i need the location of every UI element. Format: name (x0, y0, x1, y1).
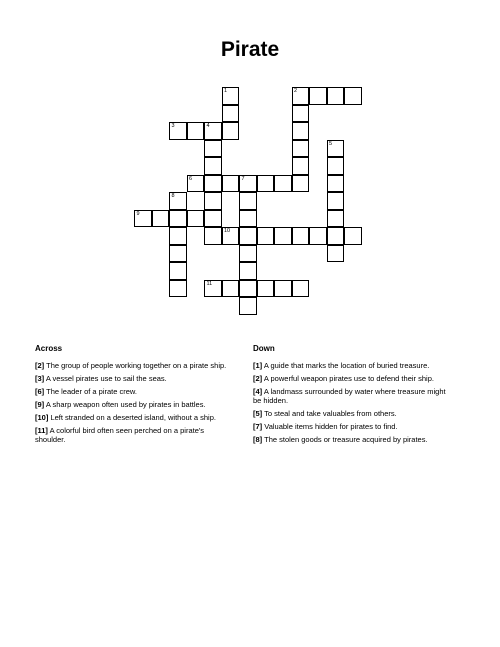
down-clue (253, 435, 453, 444)
grid-cell[interactable] (204, 140, 222, 158)
down-clue (253, 361, 453, 370)
cell-number: 11 (206, 280, 213, 287)
across-heading: Across (35, 344, 63, 353)
grid-cell[interactable] (239, 210, 257, 228)
grid-cell[interactable] (309, 227, 327, 245)
clue-number: [5] (253, 409, 263, 418)
grid-cell[interactable] (169, 245, 187, 263)
cell-number: 9 (136, 210, 140, 217)
grid-cell[interactable] (327, 87, 345, 105)
grid-cell[interactable] (239, 297, 257, 315)
cell-number: 6 (189, 175, 193, 182)
clue-text: A vessel pirates use to sail the seas. (45, 374, 167, 383)
grid-cell[interactable] (344, 87, 362, 105)
grid-cell[interactable] (344, 227, 362, 245)
grid-cell[interactable] (187, 122, 205, 140)
clue-text: The group of people working together on a pirate ship. (46, 361, 227, 370)
cell-number: 10 (224, 228, 231, 234)
clue-number: [8] (253, 435, 263, 444)
clue-text: To steal and take valuables from others. (264, 409, 397, 418)
grid-cell[interactable] (327, 140, 345, 158)
cell-number: 5 (329, 140, 333, 147)
grid-cell[interactable] (187, 210, 205, 228)
across-clue (35, 374, 235, 383)
grid-cell[interactable] (239, 262, 257, 280)
grid-cell[interactable] (257, 280, 275, 298)
grid-cell[interactable] (222, 122, 240, 140)
clue-number: [2] (253, 374, 263, 383)
clue-text: Left stranded on a deserted island, without a ship. (50, 413, 216, 422)
grid-cell[interactable] (327, 210, 345, 228)
grid-cell[interactable] (274, 227, 292, 245)
grid-cell[interactable] (152, 210, 170, 228)
grid-cell[interactable] (292, 280, 310, 298)
grid-cell[interactable] (169, 227, 187, 245)
clue-text: The stolen goods or treasure acquired by pirates. (264, 435, 428, 444)
grid-cell[interactable] (187, 175, 205, 193)
grid-cell[interactable] (292, 140, 310, 158)
cell-number: 3 (171, 123, 175, 129)
grid-cell[interactable] (292, 122, 310, 140)
clue-text: A sharp weapon often used by pirates in battles. (45, 400, 206, 409)
down-clue (253, 387, 453, 405)
puzzle-title: Pirate (220, 38, 280, 61)
grid-cell[interactable] (257, 175, 275, 193)
clue-text: A colorful bird often seen perched on a pirate's shoulder. (35, 426, 205, 444)
grid-cell[interactable] (222, 87, 240, 105)
cell-number: 4 (206, 123, 210, 129)
grid-cell[interactable] (169, 122, 187, 140)
grid-cell[interactable] (204, 280, 222, 298)
grid-cell[interactable] (169, 192, 187, 210)
grid-cell[interactable] (169, 262, 187, 280)
clue-number: [3] (35, 374, 45, 383)
grid-cell[interactable] (222, 280, 240, 298)
across-clue (35, 400, 235, 409)
clue-text: A powerful weapon pirates use to defend their ship. (263, 374, 434, 383)
clue-number: [2] (35, 361, 45, 370)
grid-cell[interactable] (292, 157, 310, 175)
grid-cell[interactable] (309, 87, 327, 105)
grid-cell[interactable] (204, 175, 222, 193)
clue-number: [6] (35, 387, 45, 396)
grid-cell[interactable] (204, 192, 222, 210)
grid-cell[interactable] (204, 122, 222, 140)
down-clues (253, 344, 453, 448)
down-clue (253, 422, 453, 431)
grid-cell[interactable] (169, 210, 187, 228)
grid-cell[interactable] (239, 245, 257, 263)
clue-number: [10] (35, 413, 49, 422)
down-clue (253, 374, 453, 383)
grid-cell[interactable] (222, 227, 240, 245)
grid-cell[interactable] (239, 280, 257, 298)
grid-cell[interactable] (239, 175, 257, 193)
across-clues (35, 344, 235, 448)
grid-cell[interactable] (327, 175, 345, 193)
clue-text: A landmass surrounded by water where treasure might be hidden. (253, 387, 446, 405)
grid-cell[interactable] (292, 105, 310, 123)
grid-cell[interactable] (222, 105, 240, 123)
grid-cell[interactable] (204, 227, 222, 245)
cell-number: 7 (241, 175, 245, 182)
clue-text: Valuable items hidden for pirates to find. (264, 422, 398, 431)
down-heading: Down (253, 344, 275, 353)
across-clue (35, 361, 235, 370)
grid-cell[interactable] (274, 175, 292, 193)
clue-number: [9] (35, 400, 45, 409)
cell-number: 8 (171, 193, 175, 199)
grid-cell[interactable] (239, 227, 257, 245)
cell-number: 1 (224, 88, 228, 94)
grid-cell[interactable] (274, 280, 292, 298)
grid-cell[interactable] (204, 157, 222, 175)
grid-cell[interactable] (292, 87, 310, 105)
clue-text: The leader of a pirate crew. (46, 387, 138, 396)
clue-number: [1] (253, 361, 263, 370)
grid-cell[interactable] (169, 280, 187, 298)
clue-text: A guide that marks the location of buried treasure. (263, 361, 430, 370)
grid-cell[interactable] (327, 157, 345, 175)
across-clue (35, 413, 235, 422)
grid-cell[interactable] (292, 227, 310, 245)
across-clue (35, 426, 235, 444)
grid-cell[interactable] (239, 192, 257, 210)
grid-cell[interactable] (292, 175, 310, 193)
down-clue (253, 409, 453, 418)
grid-cell[interactable] (327, 227, 345, 245)
clue-number: [11] (35, 426, 48, 435)
clue-number: [4] (253, 387, 263, 396)
across-clue (35, 387, 235, 396)
cell-number: 2 (294, 88, 298, 94)
grid-cell[interactable] (204, 210, 222, 228)
grid-cell[interactable] (327, 192, 345, 210)
grid-cell[interactable] (222, 175, 240, 193)
grid-cell[interactable] (134, 210, 152, 228)
clue-number: [7] (253, 422, 263, 431)
grid-cell[interactable] (257, 227, 275, 245)
grid-cell[interactable] (327, 245, 345, 263)
